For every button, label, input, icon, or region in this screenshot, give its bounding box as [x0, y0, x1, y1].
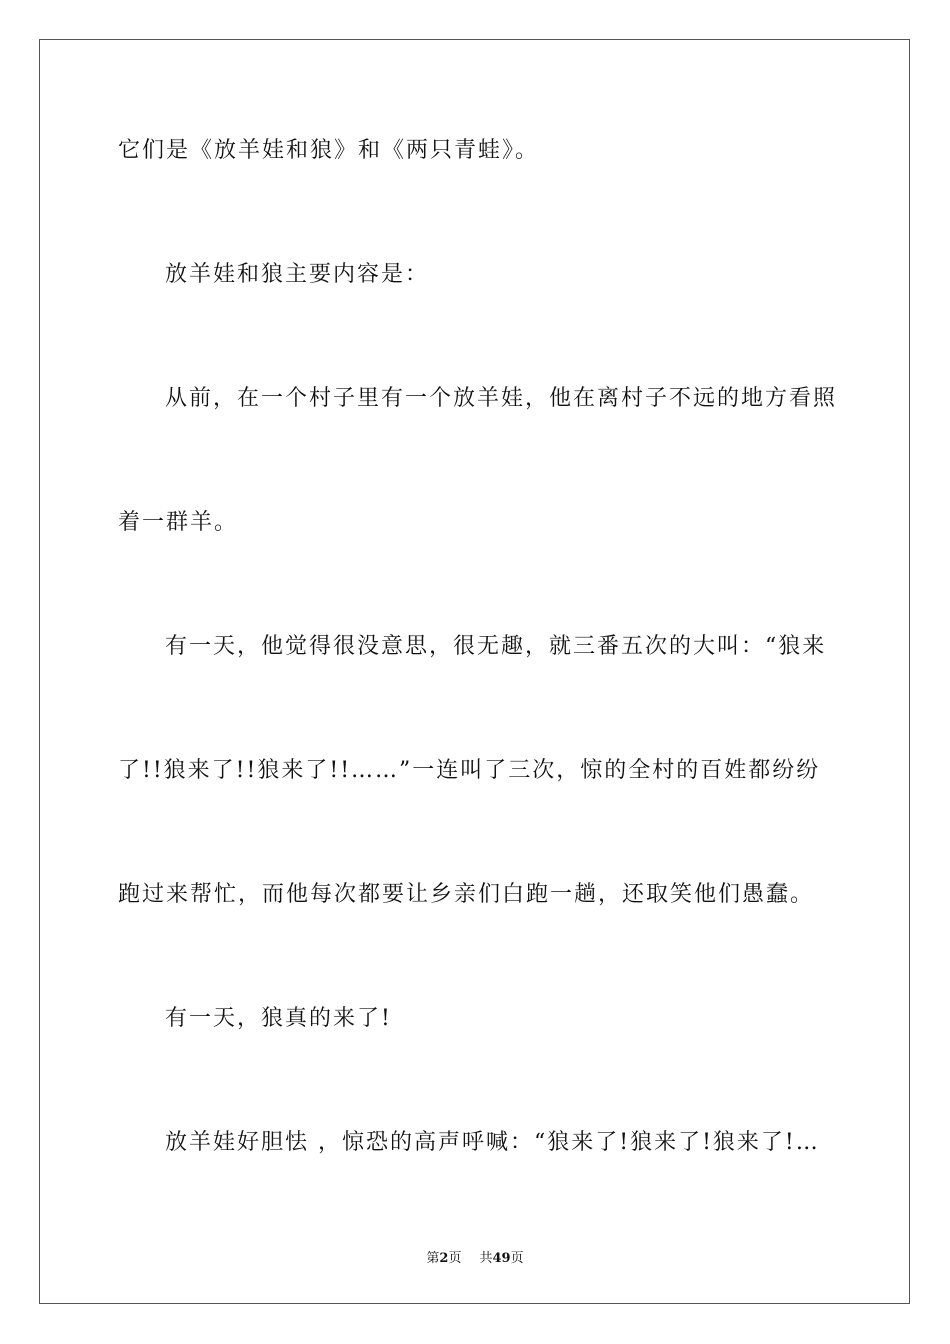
page-border [39, 39, 910, 1304]
text-line-5: 有一天，他觉得很没意思，很无趣，就三番五次的大叫：“狼来 [165, 634, 827, 659]
text-line-1: 它们是《放羊娃和狼》和《两只青蛙》。 [118, 138, 540, 163]
text-line-8: 有一天，狼真的来了! [165, 1006, 392, 1031]
page-footer [0, 1247, 950, 1266]
total-pages: 49 [492, 1251, 511, 1266]
text-line-3: 从前，在一个村子里有一个放羊娃，他在离村子不远的地方看照 [165, 386, 838, 411]
page-suffix: 页 [448, 1251, 462, 1266]
text-line-9: 放羊娃好胆怯 ，惊恐的高声呼喊：“狼来了!狼来了!狼来了!… [165, 1130, 820, 1155]
page-number: 2 [439, 1251, 449, 1266]
text-line-7: 跑过来帮忙，而他每次都要让乡亲们白跑一趟，还取笑他们愚蠢。 [118, 882, 815, 907]
total-prefix: 共 [479, 1251, 493, 1266]
text-line-2: 放羊娃和狼主要内容是： [165, 262, 430, 287]
text-line-6: 了!!狼来了!!狼来了!!……”一连叫了三次，惊的全村的百姓都纷纷 [118, 758, 821, 783]
total-suffix: 页 [510, 1251, 524, 1266]
page-prefix: 第 [426, 1251, 440, 1266]
text-line-4: 着一群羊。 [118, 510, 239, 535]
